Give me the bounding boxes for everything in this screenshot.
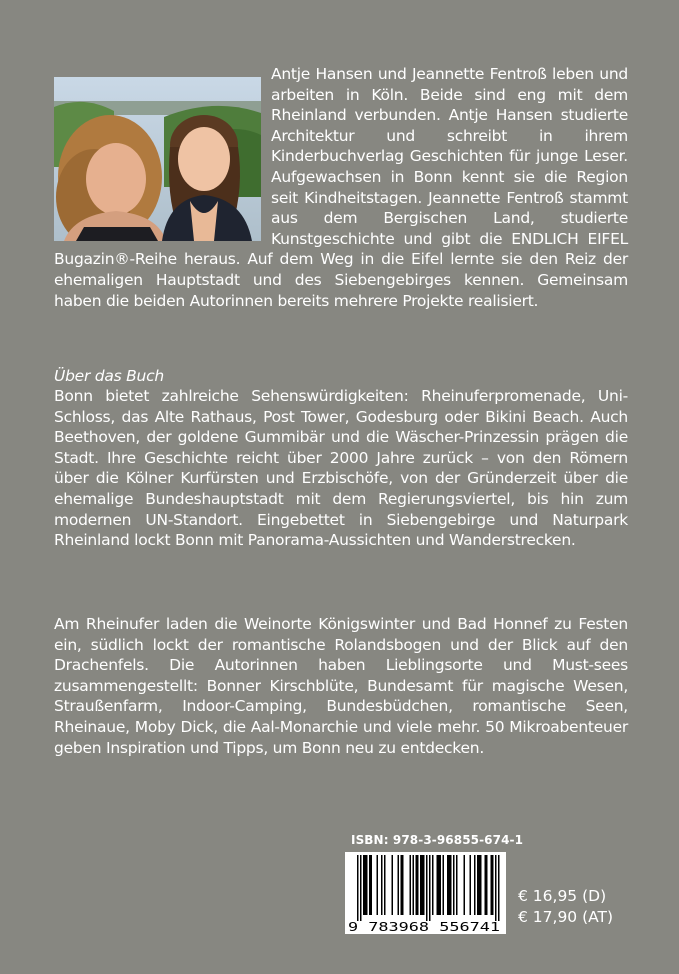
- isbn-label: ISBN:: [351, 833, 389, 847]
- barcode-bar: [432, 855, 434, 915]
- isbn: [351, 833, 523, 847]
- price-austria: € 17,90 (AT): [518, 907, 614, 926]
- about-book-paragraph-2: Am Rheinufer laden die Weinorte Königswinter und Bad Honnef zu Festen ein, südlich lockt der romantische Rolandsbogen und der Blick auf den Drachenfels. Die Autorinnen haben Lieblingsorte und Must-sees zusammengestellt: Bonner Kirschblüte, Bundesamt für magische Wesen, Straußenfarm, Indoor-Camping, Bundesbüdchen, romantische Seen, Rheinaue, Moby Dick, die Aal-Monarchie und viele mehr. 50 Mikroabenteuer geben Inspiration und Tipps, um Bonn neu zu entdecken.: [54, 615, 628, 757]
- barcode-bar: [486, 855, 488, 915]
- barcode-bar: [366, 855, 368, 915]
- barcode-bar: [429, 855, 431, 921]
- barcode-bar: [360, 855, 362, 921]
- barcode-bar: [495, 855, 497, 921]
- barcode-bar: [384, 855, 386, 915]
- barcode-bar: [363, 855, 365, 915]
- barcode: [345, 852, 506, 934]
- barcode-bar: [470, 855, 472, 915]
- barcode-bar: [492, 855, 494, 915]
- barcode-bar: [416, 855, 418, 915]
- barcode-bar: [440, 855, 442, 915]
- barcode-bar: [437, 855, 439, 915]
- author-bio-text: Antje Hansen und Jeannette Fentroß leben und arbeiten in Köln. Beide sind eng mit dem Rheinland verbunden. Antje Hansen studierte Architektur und schreibt in ihrem Kinderbuchverlag Geschichten für junge Leser. Aufgewachsen in Bonn kennt sie die Region seit Kindheitstagen. Jeannette Fentroß stammt aus dem Bergischen Land, studierte Kunstgeschichte und gibt die ENDLICH EIFEL Bugazin®-Reihe heraus. Auf dem Weg in die Eifel lernte sie den Reiz der ehemaligen Hauptstadt und des Siebengebirges kennen. Gemeinsam haben die beiden Autorinnen bereits mehrere Projekte realisiert.: [54, 65, 628, 310]
- barcode-bar: [377, 855, 379, 915]
- barcode-bar: [498, 855, 500, 921]
- barcode-bar: [485, 855, 487, 915]
- barcode-bar: [453, 855, 455, 915]
- barcode-bar: [420, 855, 422, 915]
- barcode-bar: [447, 855, 449, 915]
- barcode-bar: [491, 855, 493, 915]
- price-germany: € 16,95 (D): [518, 887, 607, 905]
- barcode-bar: [438, 855, 440, 915]
- about-book-paragraph-1: Bonn bietet zahlreiche Sehenswürdigkeiten: Rheinuferpromenade, Uni-Schloss, das Alte Rathaus, Post Tower, Godesburg oder Bikini Beach. Auch Beethoven, der goldene Gummibär und die Wäscher-Prinzessin prägen die Stadt. Ihre Geschichte reicht über 2000 Jahre zurück – von den Römern über die Kölner Kurfürsten und Erzbischöfe, von der Gründerzeit über die ehemalige Bundeshauptstadt mit dem Regierungsviertel, bis hin zum modernen UN-Standort. Eingebettet in Siebengebirge und Naturpark Rheinland lockt Bonn mit Panorama-Aussichten und Wanderstrecken.: [54, 387, 628, 550]
- barcode-bar: [474, 855, 476, 915]
- author-bio: [54, 64, 628, 311]
- barcode-bar: [480, 855, 482, 915]
- price-list: [518, 886, 613, 927]
- barcode-bar: [450, 855, 452, 915]
- barcode-bar: [422, 855, 424, 915]
- barcode-bar: [449, 855, 451, 915]
- barcode-bar: [479, 855, 481, 915]
- barcode-bar: [426, 855, 428, 921]
- barcode-bar: [477, 855, 479, 915]
- barcode-bars: [345, 852, 506, 934]
- barcode-bar: [381, 855, 383, 915]
- barcode-bar: [464, 855, 466, 915]
- isbn-number: 978-3-96855-674-1: [392, 833, 524, 847]
- barcode-bar: [443, 855, 445, 915]
- barcode-bar: [357, 855, 359, 921]
- barcode-bar: [423, 855, 425, 915]
- barcode-bar: [456, 855, 458, 915]
- about-book-title: Über das Buch: [54, 367, 164, 385]
- barcode-bar: [417, 855, 419, 915]
- barcode-bar: [402, 855, 404, 915]
- barcode-bar: [369, 855, 371, 915]
- barcode-bar: [398, 855, 400, 915]
- barcode-bar: [413, 855, 415, 915]
- barcode-bar: [401, 855, 403, 915]
- barcode-bar: [410, 855, 412, 915]
- barcode-bar: [392, 855, 394, 915]
- barcode-bar: [365, 855, 367, 915]
- barcode-bar: [371, 855, 373, 915]
- barcode-digits: 9 783968 556741: [348, 919, 500, 934]
